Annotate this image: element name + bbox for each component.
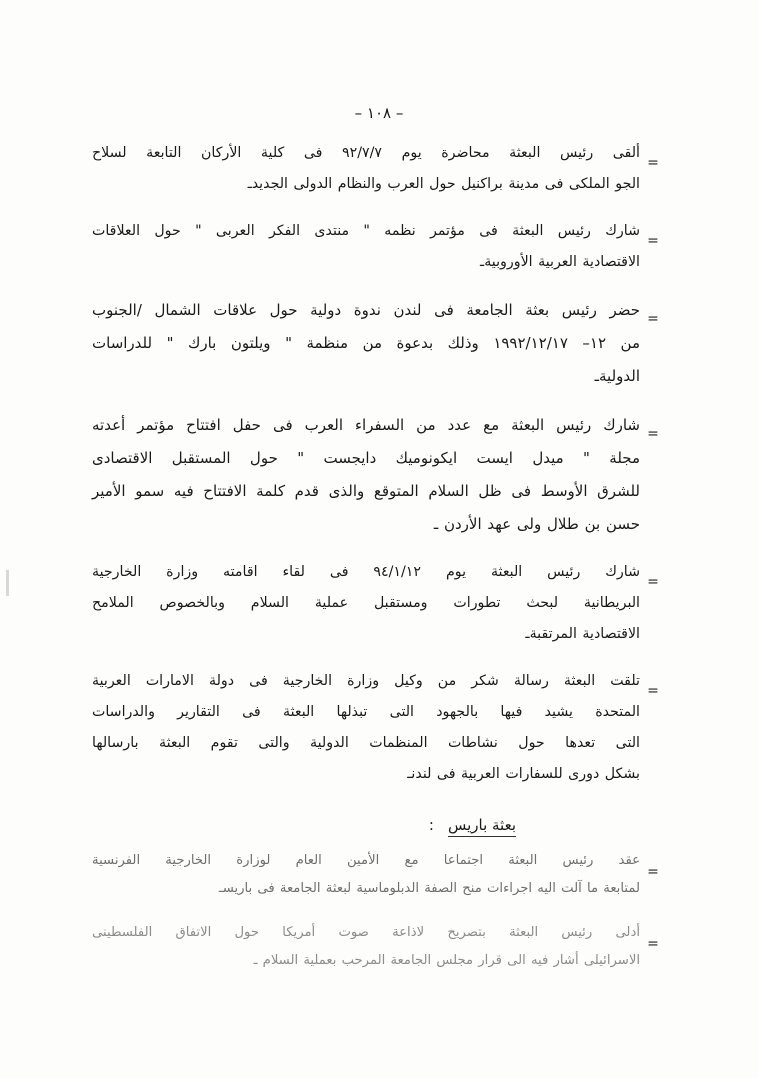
text-line: الاقتصادية المرتقبةـ (525, 626, 640, 642)
text-line: لمتابعة ما آلت اليه اجراءات منح الصفة الدبلوماسية لبعثة الجامعة فى باريسـ (218, 881, 640, 896)
list-item-text (92, 294, 640, 393)
list-item-text (92, 919, 640, 975)
text-line: التى تعدها حول نشاطات المنظمات الدولية والتى تقوم البعثة بارسالها (92, 735, 640, 751)
list-item-text (92, 409, 640, 541)
list-item (92, 138, 666, 200)
bullet-marker: = (647, 233, 659, 249)
text-line: حسن بن طلال ولى عهد الأردن ـ (433, 515, 640, 533)
bullet-marker: = (647, 574, 659, 590)
text-line: الجو الملكى فى مدينة براكنيل حول العرب والنظام الدولى الجديدـ (247, 176, 640, 192)
text-line: تلقت البعثة رسالة شكر من وكيل وزارة الخارجية فى دولة الامارات العربية (92, 673, 640, 689)
bullet-marker: = (647, 311, 659, 327)
list-item-text (92, 847, 640, 903)
text-line: بشكل دورى للسفارات العربية فى لندنـ (407, 766, 640, 782)
text-line: أدلى رئيس البعثة بتصريح لاذاعة صوت أمريكا حول الاتفاق الفلسطينى (92, 925, 640, 940)
list-item-text (92, 557, 640, 650)
text-line: مجلة " ميدل ايست ايكونوميك دايجست " حول المستقبل الاقتصادى (92, 449, 640, 467)
text-line: الدوليةـ (594, 367, 640, 385)
text-line: شارك رئيس البعثة يوم ٩٤/١/١٢ فى لقاء اقامته وزارة الخارجية (92, 564, 640, 580)
list-item-text (92, 138, 640, 200)
text-line: شارك رئيس البعثة مع عدد من السفراء العرب فى حفل افتتاح مؤتمر أعدته (92, 416, 640, 434)
text-line: البريطانية لبحث تطورات ومستقبل عملية السلام وبالخصوص الملامح (92, 595, 640, 611)
text-line: من ١٢– ١٩٩٢/١٢/١٧ وذلك بدعوة من منظمة " ويلتون بارك " للدراسات (92, 334, 640, 352)
list-item (92, 919, 666, 975)
bullet-marker: = (647, 155, 659, 171)
list-item (92, 557, 666, 650)
list-item (92, 847, 666, 903)
section-heading-colon: : (428, 816, 434, 834)
text-line: ألقى رئيس البعثة محاضرة يوم ٩٢/٧/٧ فى كلية الأركان التابعة لسلاح (92, 145, 641, 161)
list-item-text (92, 216, 640, 278)
list-item (92, 294, 666, 393)
text-line: شارك رئيس البعثة فى مؤتمر نظمه " منتدى الفكر العربى " حول العلاقات (92, 223, 640, 239)
list-item (92, 409, 666, 541)
bullet-marker: = (647, 683, 659, 699)
text-line: الاقتصادية العربية الأوروبيةـ (480, 254, 640, 270)
text-line: الاسرائيلى أشار فيه الى قرار مجلس الجامعة المرحب بعملية السلام ـ (253, 953, 640, 968)
text-line: المتحدة يشيد فيها بالجهود التى تبذلها البعثة فى التقارير والدراسات (92, 704, 640, 720)
page-edge-mark (6, 570, 9, 596)
list-item-text (92, 666, 640, 790)
document-body (92, 138, 666, 991)
section-heading-label: بعثة باريس (448, 816, 516, 837)
text-line: حضر رئيس بعثة الجامعة فى لندن ندوة دولية حول علاقات الشمال /الجنوب (92, 301, 640, 319)
text-line: للشرق الأوسط فى ظل السلام المتوقع والذى قدم كلمة الافتتاح فيه سمو الأمير (92, 482, 640, 500)
bullet-marker: = (647, 936, 659, 952)
section-heading (92, 816, 666, 837)
list-item (92, 216, 666, 278)
bullet-marker: = (647, 426, 659, 442)
text-line: عقد رئيس البعثة اجتماعا مع الأمين العام لوزارة الخارجية الفرنسية (92, 853, 640, 868)
page-number: – ١٠٨ – (354, 104, 404, 122)
bullet-marker: = (647, 864, 659, 880)
list-item (92, 666, 666, 790)
